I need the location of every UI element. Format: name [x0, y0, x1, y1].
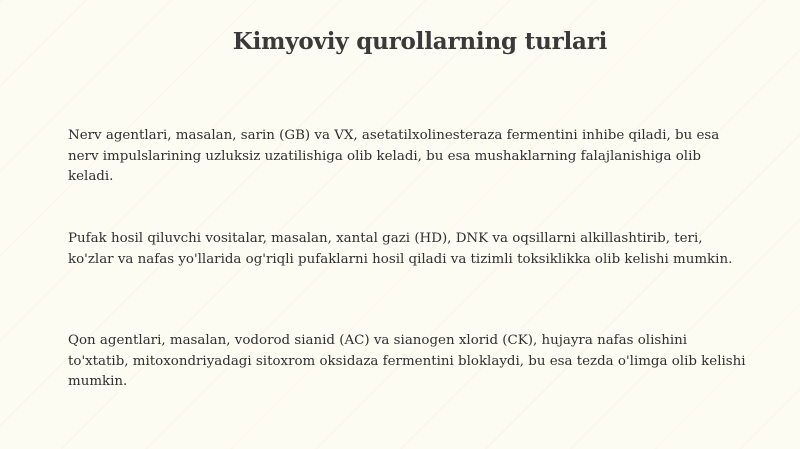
paragraph-nerve-agents: Nerv agentlari, masalan, sarin (GB) va VX, asetatilxolinesteraza fermentini inhibe qiladi, bu esa nerv impulslarining uzluksiz uzatilishiga olib keladi, bu esa mushaklarning falajlanishiga olib keladi.: [68, 128, 720, 184]
paragraph-blood-agents: Qon agentlari, masalan, vodorod sianid (AC) va sianogen xlorid (CK), hujayra nafas olishini to'xtatib, mitoxondriyadagi sitoxrom oksidaza fermentini bloklaydi, bu esa tezda o'limga olib kelishi mumkin.: [68, 333, 746, 389]
slide-title: Kimyoviy qurollarning turlari: [232, 28, 608, 55]
paragraph-blister-agents: Pufak hosil qiluvchi vositalar, masalan, xantal gazi (HD), DNK va oqsillarni alkillashtirib, teri, ko'zlar va nafas yo'llarida og'riqli pufaklarni hosil qiladi va tizimli toksiklikka olib kelishi mumkin.: [68, 231, 733, 267]
